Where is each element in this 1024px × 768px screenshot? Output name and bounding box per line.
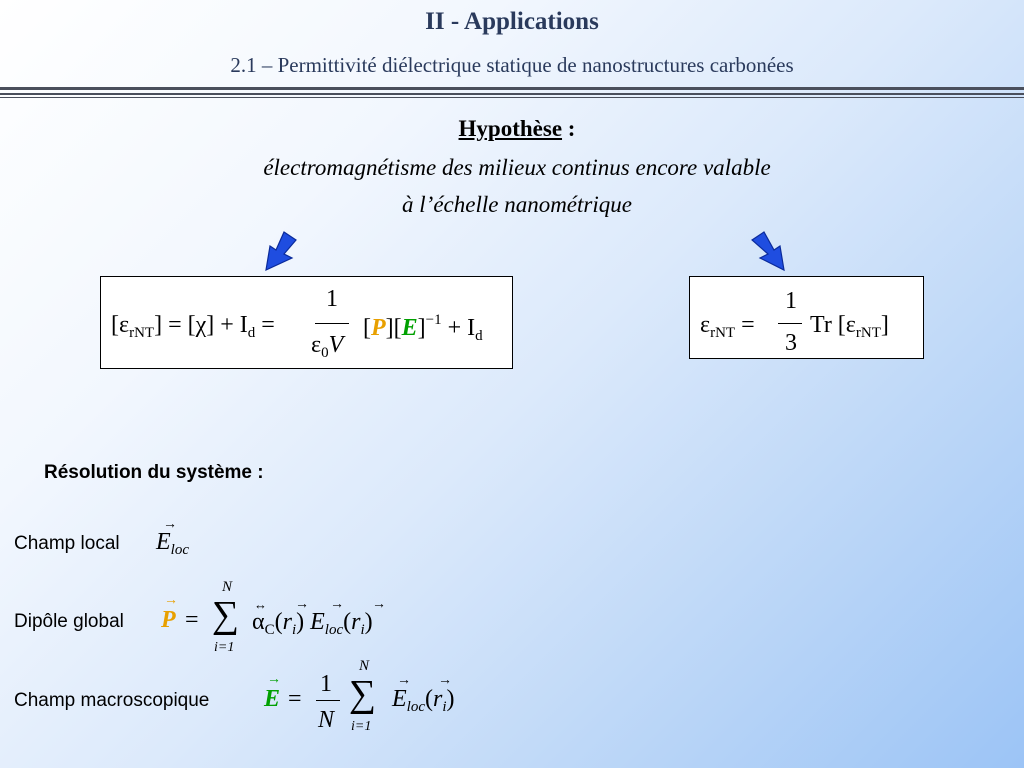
formula-right-frac-den: 3 <box>785 330 797 356</box>
macro-frac-num: 1 <box>320 671 332 697</box>
macro-terms: $E_{loc}(r_i)$ <box>392 686 455 715</box>
sum-icon: ∑ <box>349 673 377 715</box>
sum-icon: ∑ <box>212 594 240 636</box>
formula-left-frac-num: 1 <box>326 286 338 312</box>
vector-arrow-icon: → <box>163 517 177 532</box>
formula-left-frac-den: $\varepsilon_0V$ <box>311 332 344 361</box>
champ-macro-label: Champ macroscopique <box>14 690 210 711</box>
formula-left-lhs: $[\varepsilon_{rNT}] = [\chi] + I_d$ = <box>111 312 275 341</box>
dipole-eq: = <box>185 607 199 633</box>
macro-frac-den: N <box>318 707 335 733</box>
formula-right-trace: Tr $[\varepsilon_{rNT}]$ <box>810 312 889 341</box>
vector-arrow-icon: → <box>164 593 178 608</box>
hypothesis-line-2: à l’échelle nanométrique <box>402 192 632 217</box>
dipole-sum-top: N <box>222 579 233 595</box>
hypothesis-colon: : <box>562 116 576 141</box>
formula-right-lhs: $\varepsilon_{rNT}$ = <box>700 312 755 341</box>
formula-right-frac-num: 1 <box>785 288 797 314</box>
dipole-terms: $\alpha_C(r_i)$ $E_{loc}(r_i)$ <box>252 609 373 638</box>
macro-eq: = <box>288 686 302 712</box>
formula-box-right <box>689 276 924 359</box>
header-rule-top <box>0 87 1024 90</box>
header-rule-mid <box>0 93 1024 95</box>
vector-arrow-icon: → <box>267 672 281 687</box>
page-title: II - Applications <box>425 8 599 35</box>
macro-sum-bottom: i=1 <box>351 719 372 734</box>
vector-arrow-icon: → <box>397 673 411 688</box>
dipole-global-label: Dipôle global <box>14 611 124 632</box>
formula-left-frac-bar <box>315 323 349 324</box>
dipole-p: P <box>161 607 176 633</box>
dipole-sum-bottom: i=1 <box>214 640 235 655</box>
vector-arrow-icon: → <box>295 597 309 612</box>
champ-local-formula: $E_{loc}$ <box>156 529 189 558</box>
formula-box-left <box>100 276 513 369</box>
page-subtitle: 2.1 – Permittivité diélectrique statique de nanostructures carbonées <box>230 53 794 77</box>
hypothesis-line-1: électromagnétisme des milieux continus encore valable <box>263 155 771 180</box>
formula-left-rhs: $[P][E]^{-1} + I_d$ <box>363 312 483 344</box>
champ-local-label: Champ local <box>14 533 120 554</box>
macro-frac-bar <box>316 700 340 701</box>
header-rule-bottom <box>0 97 1024 98</box>
arrow-down-left-icon <box>262 230 302 274</box>
vector-arrow-icon: → <box>372 597 386 612</box>
hypothesis-heading <box>0 116 1024 142</box>
resolution-title: Résolution du système : <box>44 462 264 483</box>
tensor-arrow-icon: ↔ <box>254 597 267 612</box>
vector-arrow-icon: → <box>330 597 344 612</box>
macro-sum-top: N <box>359 658 370 674</box>
macro-e: E <box>264 686 281 712</box>
formula-right-frac-bar <box>778 323 802 324</box>
hypothesis-heading-word: Hypothèse <box>458 116 563 141</box>
arrow-down-right-icon <box>748 230 788 274</box>
vector-arrow-icon: → <box>438 673 452 688</box>
